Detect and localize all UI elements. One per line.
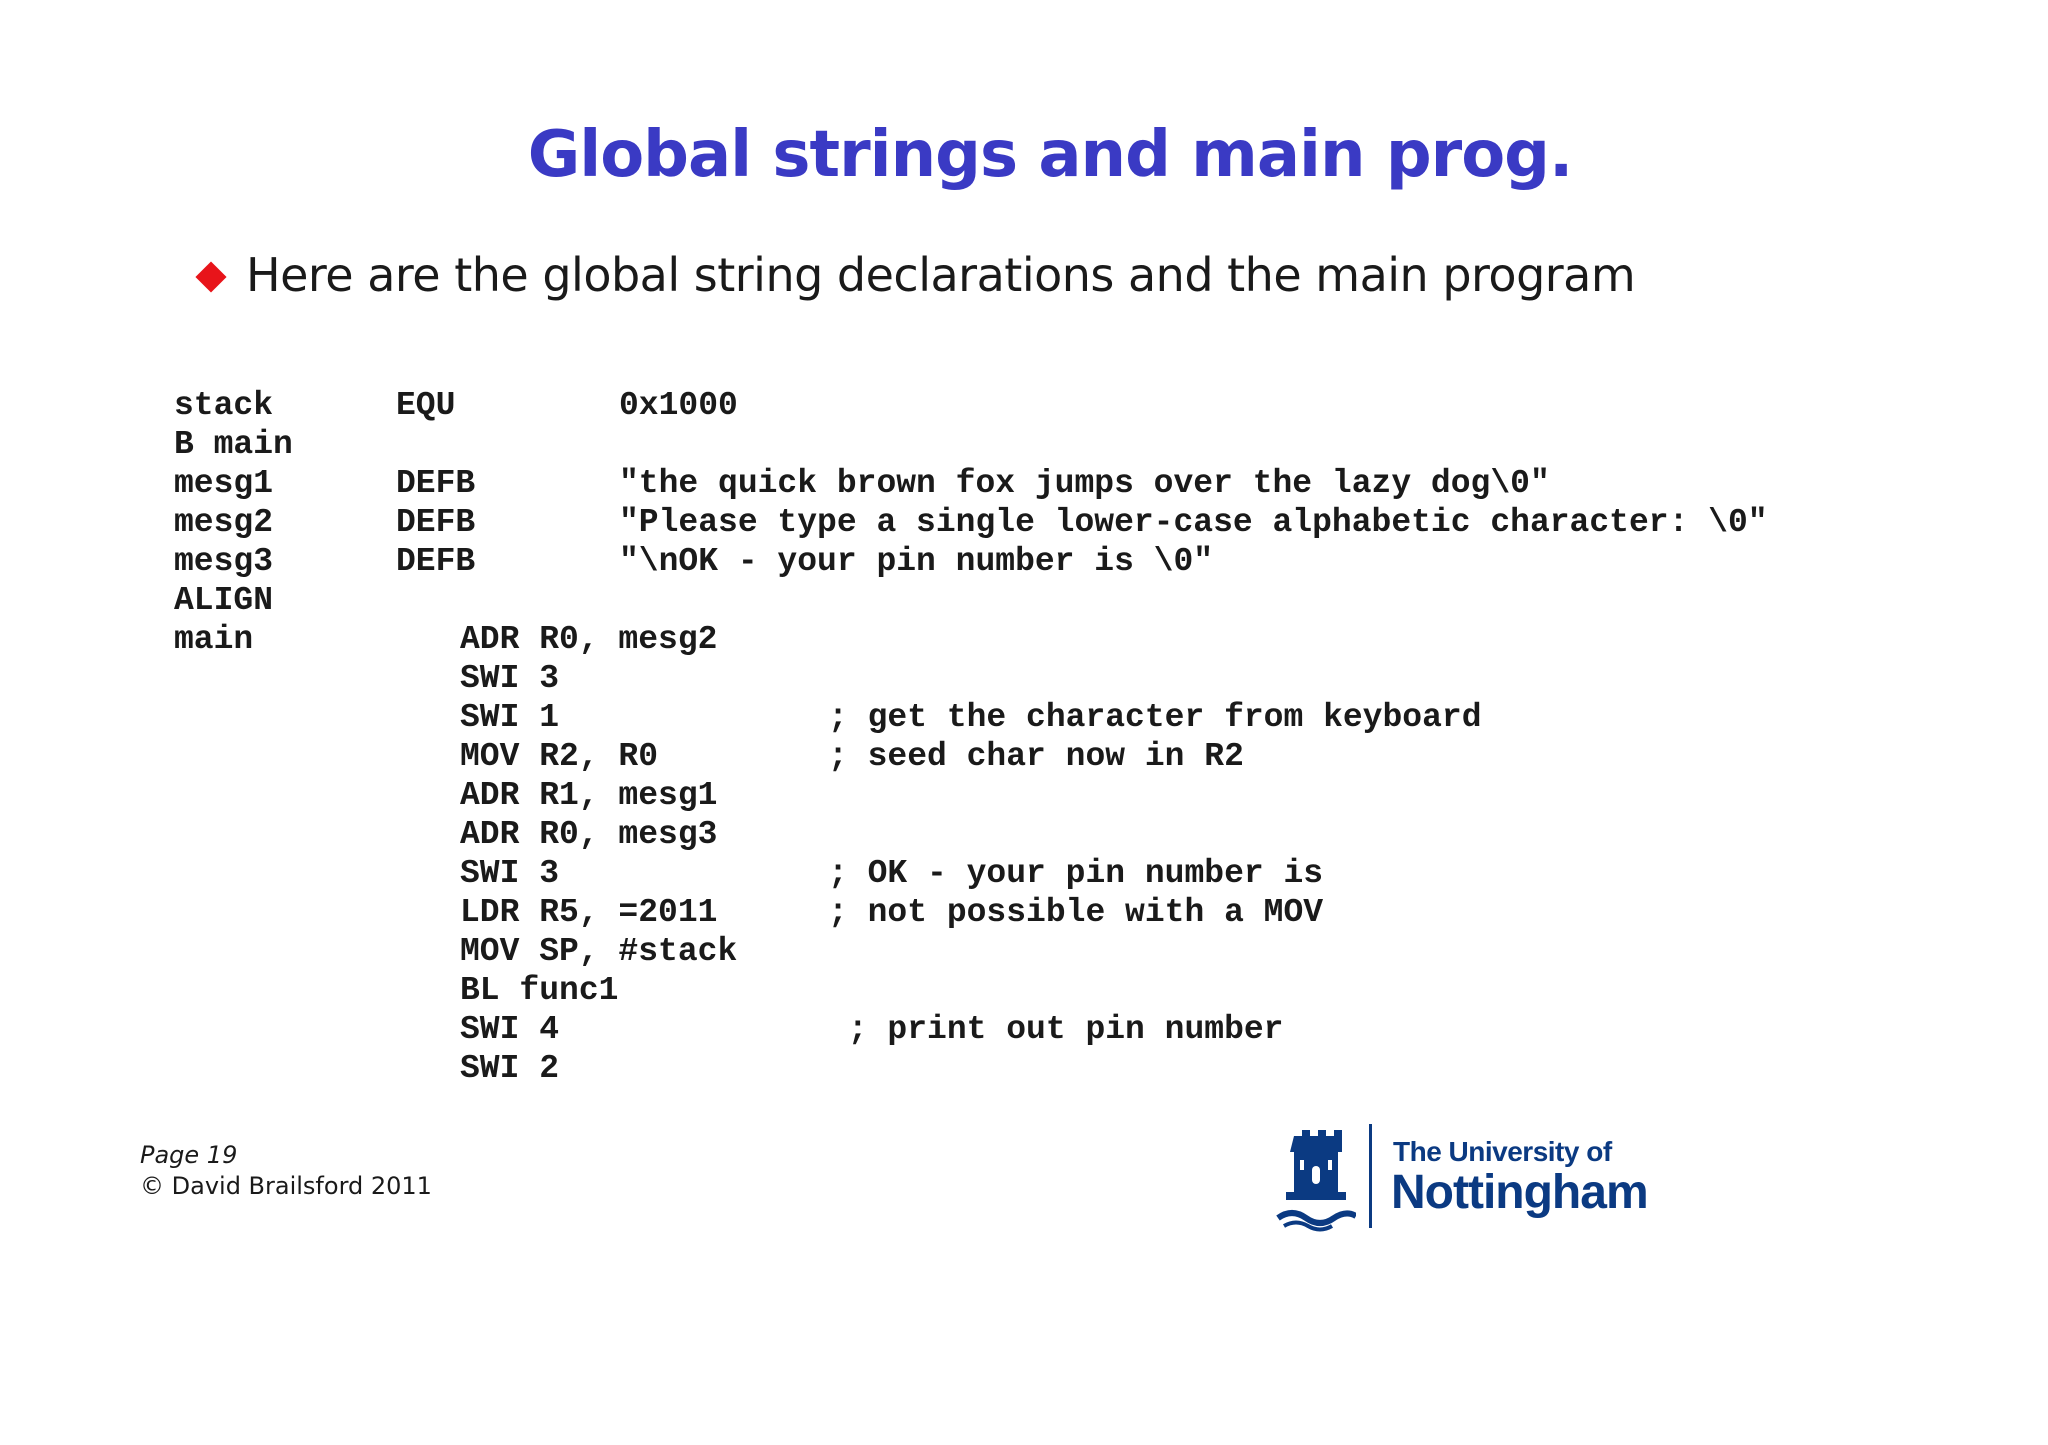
logo-nottingham: Nottingham [1391,1166,1648,1219]
slide-title: Global strings and main prog. [527,118,1573,192]
code-instruction: MOV SP, #stack [460,933,738,970]
code-instruction: SWI 1 [460,699,560,736]
code-instruction: SWI 2 [460,1050,560,1087]
code-label: mesg3 [174,543,274,580]
code-line [174,1010,1284,1049]
code-line [174,1049,560,1088]
code-line [174,464,1550,503]
code-comment: ; OK - your pin number is [828,855,1324,892]
code-instruction: SWI 3 [460,855,560,892]
code-opcode: DEFB [396,543,476,580]
code-line [174,581,274,620]
code-label: B main [174,426,293,463]
code-comment: ; get the character from keyboard [828,699,1482,736]
code-line [174,425,293,464]
university-logo [1276,1122,1648,1232]
page-number: Page 19 [140,1141,238,1169]
bullet-text: Here are the global string declarations and the main program [246,248,1636,302]
code-label: ALIGN [174,582,274,619]
logo-university-of: The University of [1393,1136,1612,1167]
code-opcode: EQU [396,387,456,424]
code-line [174,503,1768,542]
code-line [174,815,718,854]
code-line [174,971,619,1010]
red-diamond-bullet-icon [195,261,226,292]
copyright-notice: © David Brailsford 2011 [140,1172,432,1200]
code-line [174,659,560,698]
code-line [174,386,738,425]
code-line [174,854,1324,893]
logo-divider [1369,1124,1372,1228]
slide-footer [140,1140,432,1202]
code-instruction: MOV R2, R0 [460,738,659,775]
code-comment: ; print out pin number [828,1011,1284,1048]
code-label: mesg1 [174,465,274,502]
code-line [174,737,1244,776]
code-instruction: ADR R0, mesg2 [460,621,718,658]
code-listing [174,386,1768,1088]
code-comment: ; seed char now in R2 [828,738,1244,775]
castle-crest-icon [1276,1122,1356,1232]
code-instruction: ADR R0, mesg3 [460,816,718,853]
code-operand: "Please type a single lower-case alphabetic character: \0" [619,504,1768,541]
code-operand: "\nOK - your pin number is \0" [619,543,1214,580]
code-instruction: BL func1 [460,972,619,1009]
code-instruction: SWI 3 [460,660,560,697]
code-comment: ; not possible with a MOV [828,894,1324,931]
code-opcode: DEFB [396,504,476,541]
code-instruction: SWI 4 [460,1011,560,1048]
code-label: stack [174,387,274,424]
code-instruction: ADR R1, mesg1 [460,777,718,814]
code-instruction: LDR R5, =2011 [460,894,718,931]
code-line [174,620,718,659]
code-label: main [174,621,254,658]
code-line [174,542,1214,581]
code-line [174,932,738,971]
code-line [174,776,718,815]
bullet-point [200,248,1635,302]
code-line [174,893,1324,932]
code-opcode: DEFB [396,465,476,502]
code-line [174,698,1482,737]
code-operand: "the quick brown fox jumps over the lazy dog\0" [619,465,1550,502]
code-operand: 0x1000 [619,387,738,424]
code-label: mesg2 [174,504,274,541]
